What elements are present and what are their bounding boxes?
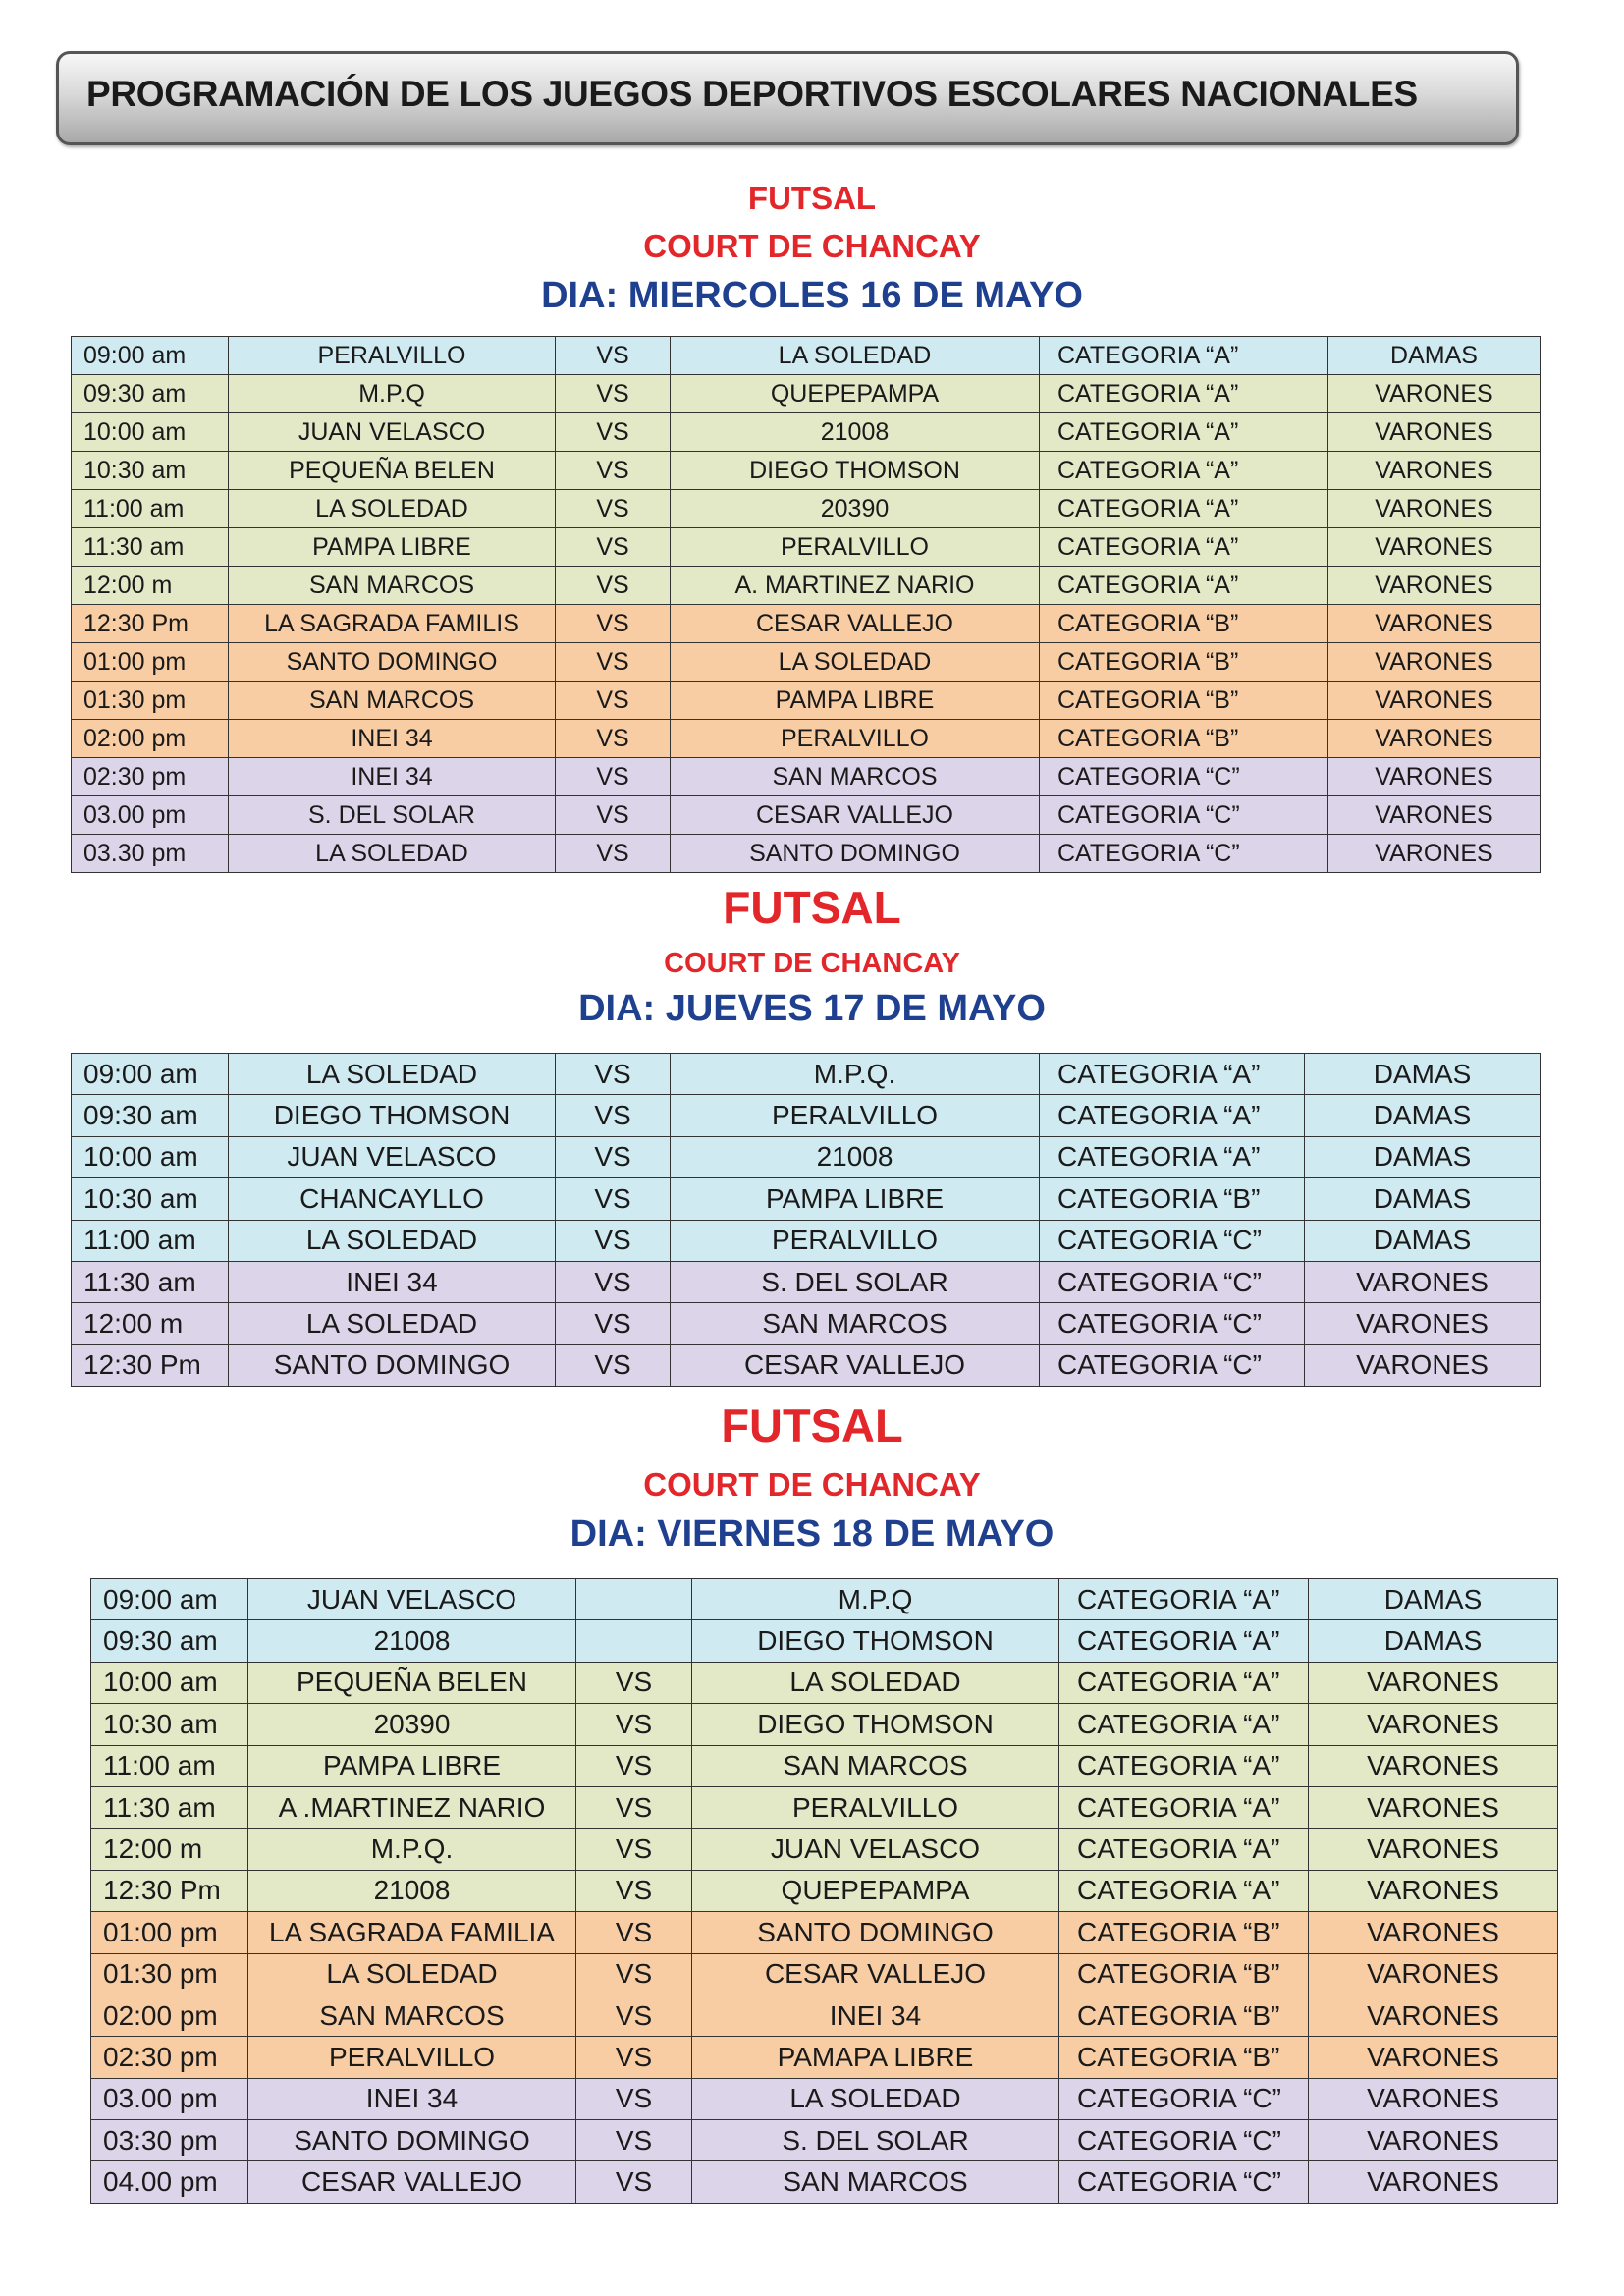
home-team-cell: INEI 34	[248, 2078, 576, 2119]
time-cell: 11:00 am	[91, 1745, 248, 1786]
away-team-cell: PERALVILLO	[671, 1095, 1040, 1136]
home-team-cell: LA SOLEDAD	[229, 1303, 556, 1344]
category-cell: CATEGORIA “A”	[1059, 1662, 1309, 1703]
vs-cell: VS	[556, 1136, 671, 1177]
schedule-table-2	[71, 1053, 1541, 1387]
vs-cell: VS	[556, 413, 671, 452]
table-row	[72, 1303, 1541, 1344]
gender-cell: VARONES	[1309, 2078, 1558, 2119]
home-team-cell: JUAN VELASCO	[229, 413, 556, 452]
away-team-cell: SANTO DOMINGO	[671, 835, 1040, 873]
category-cell: CATEGORIA “A”	[1040, 1136, 1305, 1177]
time-cell: 03.30 pm	[72, 835, 229, 873]
day-heading-2: DIA: JUEVES 17 DE MAYO	[578, 988, 1046, 1029]
gender-cell: VARONES	[1328, 567, 1541, 605]
gender-cell: DAMAS	[1305, 1220, 1541, 1261]
vs-cell: VS	[556, 1303, 671, 1344]
time-cell: 01:00 pm	[91, 1912, 248, 1953]
vs-cell: VS	[556, 720, 671, 758]
time-cell: 11:30 am	[72, 1261, 229, 1302]
vs-cell: VS	[556, 758, 671, 796]
vs-cell: VS	[576, 2120, 692, 2161]
time-cell: 10:30 am	[91, 1704, 248, 1745]
home-team-cell: JUAN VELASCO	[248, 1579, 576, 1620]
category-cell: CATEGORIA “C”	[1040, 1303, 1305, 1344]
category-cell: CATEGORIA “A”	[1059, 1620, 1309, 1662]
away-team-cell: LA SOLEDAD	[671, 337, 1040, 375]
vs-cell	[576, 1620, 692, 1662]
category-cell: CATEGORIA “A”	[1040, 413, 1328, 452]
table-row	[91, 1662, 1558, 1703]
time-cell: 02:00 pm	[72, 720, 229, 758]
table-row	[91, 1620, 1558, 1662]
table-row	[91, 1579, 1558, 1620]
category-cell: CATEGORIA “C”	[1040, 796, 1328, 835]
vs-cell	[576, 1579, 692, 1620]
time-cell: 09:30 am	[72, 375, 229, 413]
home-team-cell: LA SOLEDAD	[248, 1953, 576, 1995]
sport-heading-1: FUTSAL	[747, 180, 877, 216]
category-cell: CATEGORIA “C”	[1059, 2161, 1309, 2203]
vs-cell: VS	[556, 1220, 671, 1261]
vs-cell: VS	[576, 1662, 692, 1703]
away-team-cell: PAMPA LIBRE	[671, 682, 1040, 720]
home-team-cell: SANTO DOMINGO	[229, 643, 556, 682]
vs-cell: VS	[556, 528, 671, 567]
vs-cell: VS	[556, 835, 671, 873]
away-team-cell: M.P.Q	[692, 1579, 1059, 1620]
home-team-cell: 20390	[248, 1704, 576, 1745]
home-team-cell: 21008	[248, 1870, 576, 1911]
table-row	[91, 1704, 1558, 1745]
home-team-cell: M.P.Q.	[248, 1829, 576, 1870]
home-team-cell: LA SOLEDAD	[229, 835, 556, 873]
table-row	[72, 835, 1541, 873]
table-row	[72, 1220, 1541, 1261]
time-cell: 12:30 Pm	[91, 1870, 248, 1911]
vs-cell: VS	[556, 605, 671, 643]
away-team-cell: PERALVILLO	[692, 1786, 1059, 1828]
vs-cell: VS	[576, 1829, 692, 1870]
table-row	[72, 796, 1541, 835]
venue-heading-1: COURT DE CHANCAY	[643, 228, 981, 264]
category-cell: CATEGORIA “C”	[1059, 2120, 1309, 2161]
category-cell: CATEGORIA “A”	[1040, 1054, 1305, 1095]
category-cell: CATEGORIA “B”	[1059, 1912, 1309, 1953]
time-cell: 01:30 pm	[72, 682, 229, 720]
away-team-cell: SAN MARCOS	[671, 1303, 1040, 1344]
away-team-cell: 21008	[671, 1136, 1040, 1177]
home-team-cell: A .MARTINEZ NARIO	[248, 1786, 576, 1828]
category-cell: CATEGORIA “B”	[1040, 682, 1328, 720]
gender-cell: VARONES	[1309, 2120, 1558, 2161]
gender-cell: VARONES	[1328, 796, 1541, 835]
time-cell: 12:00 m	[72, 1303, 229, 1344]
time-cell: 09:30 am	[72, 1095, 229, 1136]
time-cell: 11:30 am	[91, 1786, 248, 1828]
home-team-cell: 21008	[248, 1620, 576, 1662]
gender-cell: VARONES	[1305, 1344, 1541, 1386]
category-cell: CATEGORIA “B”	[1040, 605, 1328, 643]
schedule-table-1	[71, 336, 1541, 873]
time-cell: 02:00 pm	[91, 1995, 248, 2036]
gender-cell: VARONES	[1328, 452, 1541, 490]
gender-cell: VARONES	[1309, 1745, 1558, 1786]
home-team-cell: LA SOLEDAD	[229, 490, 556, 528]
table-row	[91, 2120, 1558, 2161]
vs-cell: VS	[576, 1704, 692, 1745]
home-team-cell: PAMPA LIBRE	[248, 1745, 576, 1786]
away-team-cell: A. MARTINEZ NARIO	[671, 567, 1040, 605]
vs-cell: VS	[556, 567, 671, 605]
time-cell: 11:00 am	[72, 490, 229, 528]
table-row	[72, 490, 1541, 528]
away-team-cell: QUEPEPAMPA	[671, 375, 1040, 413]
vs-cell: VS	[556, 1178, 671, 1220]
time-cell: 09:00 am	[72, 337, 229, 375]
time-cell: 09:30 am	[91, 1620, 248, 1662]
away-team-cell: PERALVILLO	[671, 1220, 1040, 1261]
gender-cell: VARONES	[1309, 1704, 1558, 1745]
away-team-cell: JUAN VELASCO	[692, 1829, 1059, 1870]
time-cell: 11:30 am	[72, 528, 229, 567]
table-row	[72, 720, 1541, 758]
home-team-cell: M.P.Q	[229, 375, 556, 413]
table-row	[91, 2161, 1558, 2203]
away-team-cell: LA SOLEDAD	[692, 2078, 1059, 2119]
vs-cell: VS	[576, 2037, 692, 2078]
title-banner	[56, 51, 1519, 145]
gender-cell: VARONES	[1309, 1662, 1558, 1703]
table-row	[72, 1261, 1541, 1302]
away-team-cell: CESAR VALLEJO	[692, 1953, 1059, 1995]
home-team-cell: CESAR VALLEJO	[248, 2161, 576, 2203]
table-row	[72, 643, 1541, 682]
away-team-cell: PERALVILLO	[671, 528, 1040, 567]
vs-cell: VS	[576, 1912, 692, 1953]
away-team-cell: S. DEL SOLAR	[671, 1261, 1040, 1302]
gender-cell: VARONES	[1309, 2037, 1558, 2078]
time-cell: 03:30 pm	[91, 2120, 248, 2161]
home-team-cell: PEQUEÑA BELEN	[248, 1662, 576, 1703]
away-team-cell: LA SOLEDAD	[671, 643, 1040, 682]
gender-cell: VARONES	[1309, 1953, 1558, 1995]
category-cell: CATEGORIA “B”	[1059, 2037, 1309, 2078]
away-team-cell: CESAR VALLEJO	[671, 796, 1040, 835]
gender-cell: VARONES	[1328, 758, 1541, 796]
category-cell: CATEGORIA “B”	[1040, 1178, 1305, 1220]
away-team-cell: SAN MARCOS	[671, 758, 1040, 796]
gender-cell: VARONES	[1328, 835, 1541, 873]
gender-cell: VARONES	[1328, 682, 1541, 720]
category-cell: CATEGORIA “A”	[1040, 1095, 1305, 1136]
category-cell: CATEGORIA “A”	[1040, 528, 1328, 567]
home-team-cell: LA SOLEDAD	[229, 1220, 556, 1261]
table-row	[72, 605, 1541, 643]
gender-cell: VARONES	[1305, 1303, 1541, 1344]
gender-cell: VARONES	[1309, 1995, 1558, 2036]
vs-cell: VS	[556, 490, 671, 528]
category-cell: CATEGORIA “B”	[1059, 1995, 1309, 2036]
category-cell: CATEGORIA “C”	[1040, 1344, 1305, 1386]
vs-cell: VS	[556, 1054, 671, 1095]
time-cell: 04.00 pm	[91, 2161, 248, 2203]
table-row	[91, 2037, 1558, 2078]
home-team-cell: PEQUEÑA BELEN	[229, 452, 556, 490]
table-row	[72, 528, 1541, 567]
category-cell: CATEGORIA “A”	[1059, 1745, 1309, 1786]
vs-cell: VS	[576, 2161, 692, 2203]
vs-cell: VS	[576, 1870, 692, 1911]
category-cell: CATEGORIA “C”	[1059, 2078, 1309, 2119]
vs-cell: VS	[556, 375, 671, 413]
home-team-cell: SAN MARCOS	[248, 1995, 576, 2036]
time-cell: 09:00 am	[91, 1579, 248, 1620]
vs-cell: VS	[556, 1344, 671, 1386]
home-team-cell: INEI 34	[229, 1261, 556, 1302]
table-row	[91, 1995, 1558, 2036]
time-cell: 09:00 am	[72, 1054, 229, 1095]
gender-cell: DAMAS	[1305, 1095, 1541, 1136]
vs-cell: VS	[556, 796, 671, 835]
category-cell: CATEGORIA “A”	[1059, 1704, 1309, 1745]
home-team-cell: LA SAGRADA FAMILIA	[248, 1912, 576, 1953]
time-cell: 03.00 pm	[72, 796, 229, 835]
gender-cell: VARONES	[1328, 375, 1541, 413]
schedule-table-3	[90, 1578, 1558, 2204]
gender-cell: DAMAS	[1305, 1178, 1541, 1220]
home-team-cell: INEI 34	[229, 758, 556, 796]
category-cell: CATEGORIA “A”	[1040, 337, 1328, 375]
gender-cell: VARONES	[1328, 720, 1541, 758]
sport-heading-3: FUTSAL	[721, 1399, 903, 1451]
away-team-cell: CESAR VALLEJO	[671, 605, 1040, 643]
page-title: PROGRAMACIÓN DE LOS JUEGOS DEPORTIVOS ESCOLARES NACIONALES	[86, 74, 1418, 114]
table-row	[72, 413, 1541, 452]
away-team-cell: SAN MARCOS	[692, 1745, 1059, 1786]
vs-cell: VS	[576, 1786, 692, 1828]
home-team-cell: S. DEL SOLAR	[229, 796, 556, 835]
gender-cell: VARONES	[1305, 1261, 1541, 1302]
category-cell: CATEGORIA “A”	[1040, 375, 1328, 413]
table-row	[72, 758, 1541, 796]
away-team-cell: 21008	[671, 413, 1040, 452]
home-team-cell: PERALVILLO	[248, 2037, 576, 2078]
away-team-cell: QUEPEPAMPA	[692, 1870, 1059, 1911]
time-cell: 12:00 m	[91, 1829, 248, 1870]
away-team-cell: PAMPA LIBRE	[671, 1178, 1040, 1220]
time-cell: 12:00 m	[72, 567, 229, 605]
time-cell: 10:00 am	[72, 413, 229, 452]
table-row	[91, 1953, 1558, 1995]
table-row	[72, 375, 1541, 413]
away-team-cell: SAN MARCOS	[692, 2161, 1059, 2203]
away-team-cell: M.P.Q.	[671, 1054, 1040, 1095]
home-team-cell: SANTO DOMINGO	[229, 1344, 556, 1386]
category-cell: CATEGORIA “B”	[1040, 720, 1328, 758]
table-row	[91, 1745, 1558, 1786]
vs-cell: VS	[576, 1953, 692, 1995]
gender-cell: VARONES	[1309, 1829, 1558, 1870]
time-cell: 03.00 pm	[91, 2078, 248, 2119]
time-cell: 11:00 am	[72, 1220, 229, 1261]
category-cell: CATEGORIA “C”	[1040, 835, 1328, 873]
away-team-cell: LA SOLEDAD	[692, 1662, 1059, 1703]
home-team-cell: SAN MARCOS	[229, 567, 556, 605]
gender-cell: DAMAS	[1305, 1054, 1541, 1095]
home-team-cell: SAN MARCOS	[229, 682, 556, 720]
category-cell: CATEGORIA “B”	[1059, 1953, 1309, 1995]
vs-cell: VS	[556, 1095, 671, 1136]
category-cell: CATEGORIA “A”	[1059, 1870, 1309, 1911]
away-team-cell: S. DEL SOLAR	[692, 2120, 1059, 2161]
gender-cell: DAMAS	[1309, 1620, 1558, 1662]
away-team-cell: DIEGO THOMSON	[692, 1620, 1059, 1662]
home-team-cell: CHANCAYLLO	[229, 1178, 556, 1220]
category-cell: CATEGORIA “A”	[1059, 1579, 1309, 1620]
day-heading-1: DIA: MIERCOLES 16 DE MAYO	[541, 275, 1083, 316]
category-cell: CATEGORIA “A”	[1040, 490, 1328, 528]
away-team-cell: CESAR VALLEJO	[671, 1344, 1040, 1386]
gender-cell: VARONES	[1309, 1870, 1558, 1911]
vs-cell: VS	[556, 643, 671, 682]
time-cell: 10:30 am	[72, 1178, 229, 1220]
home-team-cell: SANTO DOMINGO	[248, 2120, 576, 2161]
vs-cell: VS	[556, 682, 671, 720]
time-cell: 12:30 Pm	[72, 1344, 229, 1386]
away-team-cell: INEI 34	[692, 1995, 1059, 2036]
vs-cell: VS	[556, 452, 671, 490]
category-cell: CATEGORIA “A”	[1059, 1786, 1309, 1828]
table-row	[72, 1136, 1541, 1177]
table-row	[72, 682, 1541, 720]
gender-cell: VARONES	[1328, 605, 1541, 643]
vs-cell: VS	[576, 2078, 692, 2119]
gender-cell: VARONES	[1309, 1786, 1558, 1828]
category-cell: CATEGORIA “C”	[1040, 1220, 1305, 1261]
venue-heading-2: COURT DE CHANCAY	[664, 948, 960, 979]
away-team-cell: DIEGO THOMSON	[671, 452, 1040, 490]
vs-cell: VS	[556, 337, 671, 375]
gender-cell: VARONES	[1328, 413, 1541, 452]
sport-heading-2: FUTSAL	[723, 882, 901, 933]
table-row	[72, 1344, 1541, 1386]
time-cell: 02:30 pm	[72, 758, 229, 796]
gender-cell: DAMAS	[1305, 1136, 1541, 1177]
category-cell: CATEGORIA “A”	[1040, 567, 1328, 605]
table-row	[72, 567, 1541, 605]
table-row	[91, 1829, 1558, 1870]
away-team-cell: DIEGO THOMSON	[692, 1704, 1059, 1745]
table-row	[91, 1786, 1558, 1828]
table-row	[72, 452, 1541, 490]
venue-heading-3: COURT DE CHANCAY	[643, 1466, 981, 1503]
home-team-cell: LA SOLEDAD	[229, 1054, 556, 1095]
time-cell: 10:30 am	[72, 452, 229, 490]
home-team-cell: LA SAGRADA FAMILIS	[229, 605, 556, 643]
gender-cell: VARONES	[1309, 1912, 1558, 1953]
time-cell: 02:30 pm	[91, 2037, 248, 2078]
gender-cell: DAMAS	[1328, 337, 1541, 375]
vs-cell: VS	[576, 1745, 692, 1786]
away-team-cell: SANTO DOMINGO	[692, 1912, 1059, 1953]
gender-cell: DAMAS	[1309, 1579, 1558, 1620]
category-cell: CATEGORIA “A”	[1059, 1829, 1309, 1870]
home-team-cell: DIEGO THOMSON	[229, 1095, 556, 1136]
table-row	[72, 337, 1541, 375]
gender-cell: VARONES	[1328, 528, 1541, 567]
day-heading-3: DIA: VIERNES 18 DE MAYO	[569, 1513, 1055, 1555]
table-row	[91, 1870, 1558, 1911]
time-cell: 10:00 am	[72, 1136, 229, 1177]
gender-cell: VARONES	[1309, 2161, 1558, 2203]
home-team-cell: INEI 34	[229, 720, 556, 758]
gender-cell: VARONES	[1328, 643, 1541, 682]
table-row	[91, 1912, 1558, 1953]
home-team-cell: PERALVILLO	[229, 337, 556, 375]
table-row	[72, 1095, 1541, 1136]
table-row	[72, 1054, 1541, 1095]
home-team-cell: JUAN VELASCO	[229, 1136, 556, 1177]
away-team-cell: 20390	[671, 490, 1040, 528]
table-row	[91, 2078, 1558, 2119]
vs-cell: VS	[556, 1261, 671, 1302]
gender-cell: VARONES	[1328, 490, 1541, 528]
vs-cell: VS	[576, 1995, 692, 2036]
category-cell: CATEGORIA “C”	[1040, 1261, 1305, 1302]
category-cell: CATEGORIA “B”	[1040, 643, 1328, 682]
category-cell: CATEGORIA “A”	[1040, 452, 1328, 490]
away-team-cell: PAMAPA LIBRE	[692, 2037, 1059, 2078]
home-team-cell: PAMPA LIBRE	[229, 528, 556, 567]
category-cell: CATEGORIA “C”	[1040, 758, 1328, 796]
time-cell: 12:30 Pm	[72, 605, 229, 643]
away-team-cell: PERALVILLO	[671, 720, 1040, 758]
time-cell: 10:00 am	[91, 1662, 248, 1703]
time-cell: 01:30 pm	[91, 1953, 248, 1995]
time-cell: 01:00 pm	[72, 643, 229, 682]
table-row	[72, 1178, 1541, 1220]
